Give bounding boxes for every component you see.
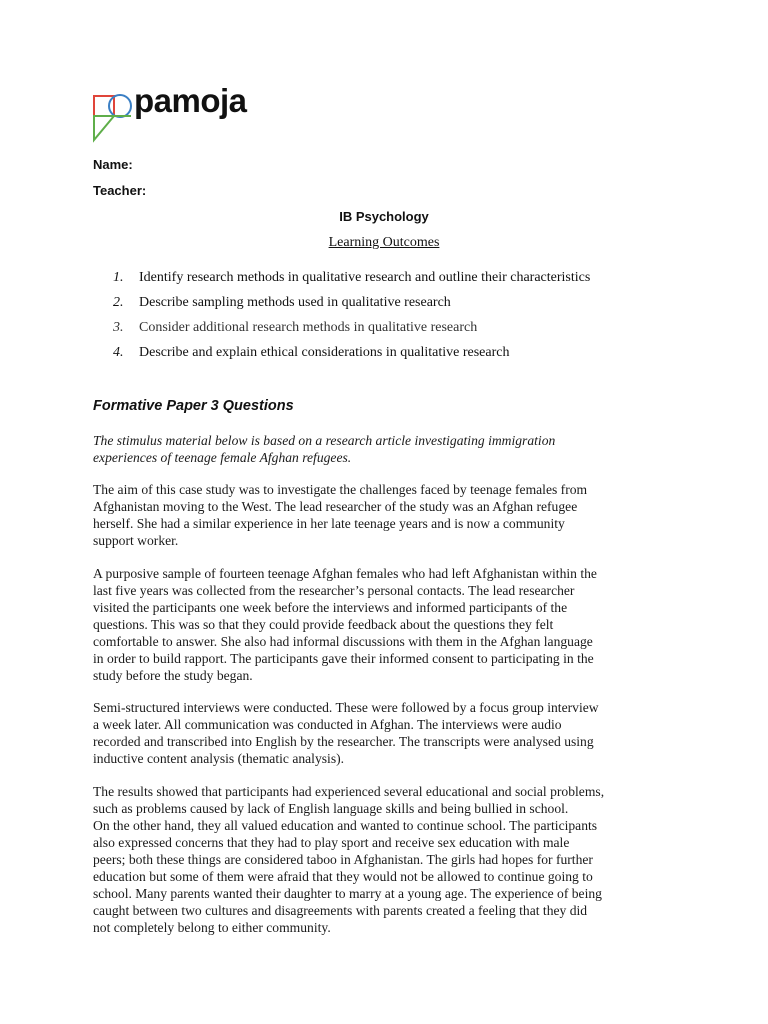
section-title: Formative Paper 3 Questions [93,398,294,414]
pamoja-logo-mark [92,88,134,144]
outcome-item: 4. Describe and explain ethical considerations in qualitative research [113,345,510,360]
paragraph-aim: The aim of this case study was to investigate the challenges faced by teenage females from Afghanistan moving to the West. The lead researcher of the study was an Afghan refugee herself. She had a similar experience in her late teenage years and is now a community support worker. [93,482,588,548]
paragraph-results: The results showed that participants had experienced several educational and social problems, such as problems caused by lack of English language skills and being bullied in school. On the other hand, they all valued education and wanted to continue school. The participants also expressed concerns that they had to play sport and receive sex education with male peers; both these things are considered taboo in Afghanistan. The girls had hopes for further education but some of them were afraid that they would not be allowed to continue going to school. Many parents wanted their daughter to marry at a young age. The experience of being caught between two cultures and disagreements with parents created a feeling that they did not completely belong to either community. [93,784,605,935]
paragraph-method: Semi-structured interviews were conducted. These were followed by a focus group interview a week later. All communication was conducted in Afghan. The interviews were audio recorded and transcribed into English by the researcher. The transcripts were analysed using inductive content analysis (thematic analysis). [93,700,599,766]
outcome-item: 3. Consider additional research methods in qualitative research [113,320,478,335]
outcome-item: 2. Describe sampling methods used in qualitative research [113,295,451,310]
stimulus-intro: The stimulus material below is based on a research article investigating immigration experiences of teenage female Afghan refugees. [93,433,556,465]
teacher-label: Teacher: [93,183,147,198]
pamoja-logo-text: pamoja [134,82,247,119]
learning-outcomes-list [113,270,590,370]
paragraph-sample: A purposive sample of fourteen teenage Afghan females who had left Afghanistan within the last five years was collected from the researcher’s personal contacts. The lead researcher visited the participants one week before the interviews and informed participants of the questions. This was so that they could provide feedback about the questions they felt comfortable to answer. She also had informal discussions with them in the Afghan language in order to build rapport. The participants gave their informed consent to participating in the study before the study began. [93,566,597,683]
course-title: IB Psychology [339,209,429,224]
name-label: Name: [93,157,133,172]
pamoja-logo [92,82,292,148]
learning-outcomes-heading: Learning Outcomes [328,235,440,250]
outcome-item: 1. Identify research methods in qualitative research and outline their characteristics [113,270,591,285]
